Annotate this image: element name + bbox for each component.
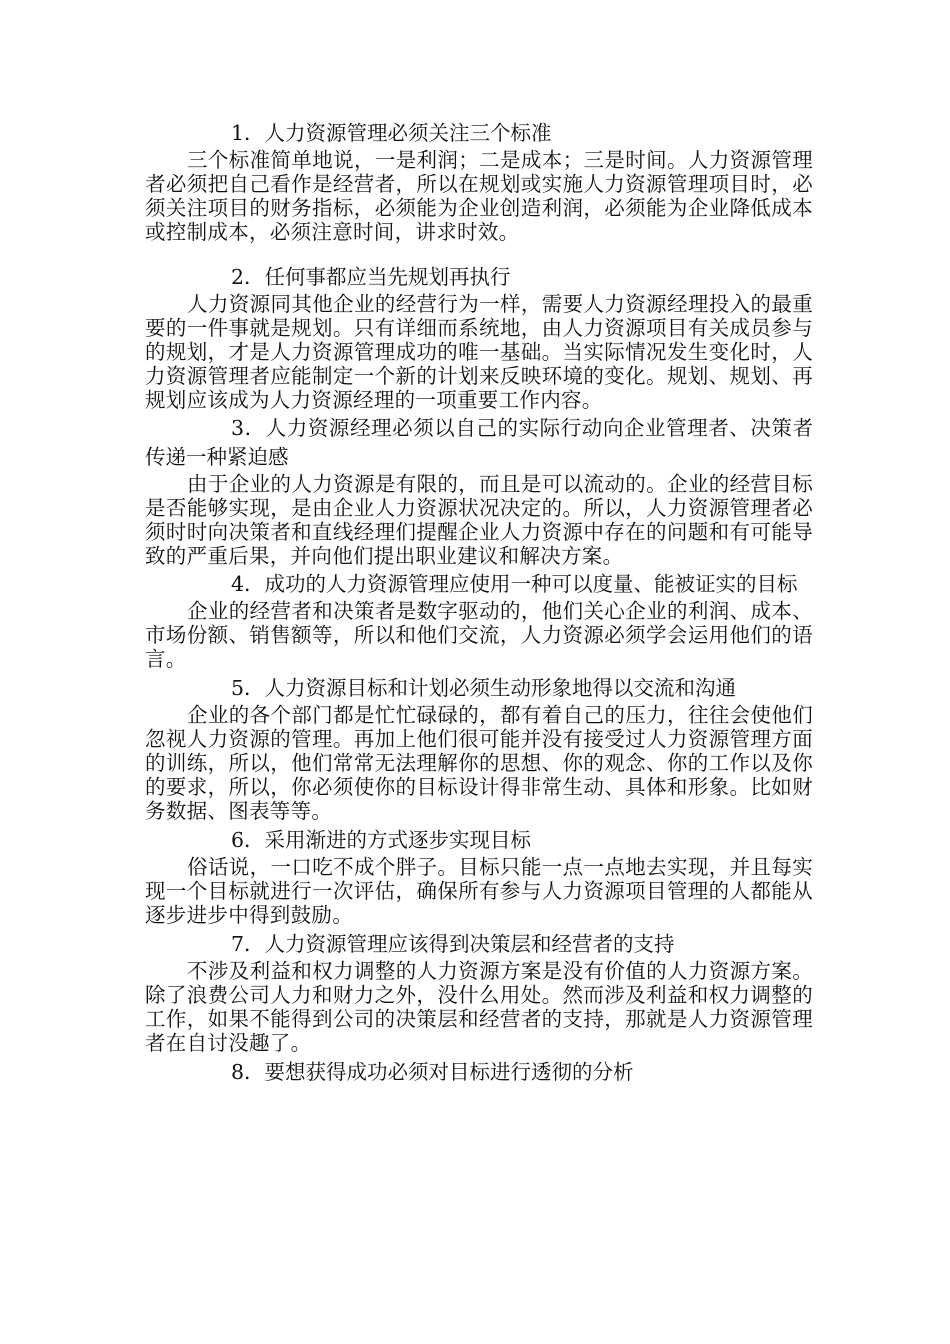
- section-heading: 6．采用渐进的方式逐步实现目标: [231, 828, 532, 852]
- section-body: 不涉及利益和权力调整的人力资源方案是没有价值的人力资源方案。除了浪费公司人力和财力之外，没什么用处。然而涉及利益和权力调整的工作，如果不能得到公司的决策层和经营者的支持，那就是人力资源管理者在自讨没趣了。: [145, 959, 813, 1055]
- section-body: 企业的经营者和决策者是数字驱动的，他们关心企业的利润、成本、市场份额、销售额等，所以和他们交流，人力资源必须学会运用他们的语言。: [145, 599, 813, 671]
- section-heading: 1．人力资源管理必须关注三个标准: [231, 121, 552, 145]
- section-heading: 5．人力资源目标和计划必须生动形象地得以交流和沟通: [231, 676, 737, 700]
- section-body: 俗话说，一口吃不成个胖子。目标只能一点一点地去实现，并且每实现一个目标就进行一次评估，确保所有参与人力资源项目管理的人都能从逐步进步中得到鼓励。: [145, 855, 813, 927]
- section-7: [145, 929, 813, 1055]
- section-body: 企业的各个部门都是忙忙碌碌的，都有着自己的压力，往往会使他们忽视人力资源的管理。再加上他们很可能并没有接受过人力资源管理方面的训练，所以，他们常常无法理解你的思想、你的观念、你的工作以及你的要求，所以，你必须使你的目标设计得非常生动、具体和形象。比如财务数据、图表等等。: [145, 703, 813, 823]
- section-6: [145, 825, 813, 927]
- section-heading: 8．要想获得成功必须对目标进行透彻的分析: [231, 1060, 634, 1084]
- section-5: [145, 673, 813, 823]
- section-1: [145, 118, 813, 244]
- section-heading: 2．任何事都应当先规划再执行: [231, 265, 511, 289]
- section-4: [145, 570, 813, 671]
- section-heading: 3．人力资源经理必须以自己的实际行动向企业管理者、决策者传递一种紧迫感: [145, 416, 813, 469]
- section-3: [145, 414, 813, 568]
- section-heading: 4．成功的人力资源管理应使用一种可以度量、能被证实的目标: [231, 572, 798, 596]
- section-2: [145, 262, 813, 412]
- section-8: [145, 1057, 813, 1087]
- section-body: 人力资源同其他企业的经营行为一样，需要人力资源经理投入的最重要的一件事就是规划。只有详细而系统地，由人力资源项目有关成员参与的规划，才是人力资源管理成功的唯一基础。当实际情况发生变化时，人力资源管理者应能制定一个新的计划来反映环境的变化。规划、规划、再规划应该成为人力资源经理的一项重要工作内容。: [145, 292, 813, 412]
- section-heading: 7．人力资源管理应该得到决策层和经营者的支持: [231, 932, 675, 956]
- document-content: [145, 118, 813, 1087]
- section-body: 三个标准简单地说，一是利润；二是成本；三是时间。人力资源管理者必须把自己看作是经营者，所以在规划或实施人力资源管理项目时，必须关注项目的财务指标，必须能为企业创造利润，必须能为企业降低成本或控制成本，必须注意时间，讲求时效。: [145, 148, 813, 244]
- section-body: 由于企业的人力资源是有限的，而且是可以流动的。企业的经营目标是否能够实现，是由企业人力资源状况决定的。所以，人力资源管理者必须时时向决策者和直线经理们提醒企业人力资源中存在的问题和有可能导致的严重后果，并向他们提出职业建议和解决方案。: [145, 472, 813, 568]
